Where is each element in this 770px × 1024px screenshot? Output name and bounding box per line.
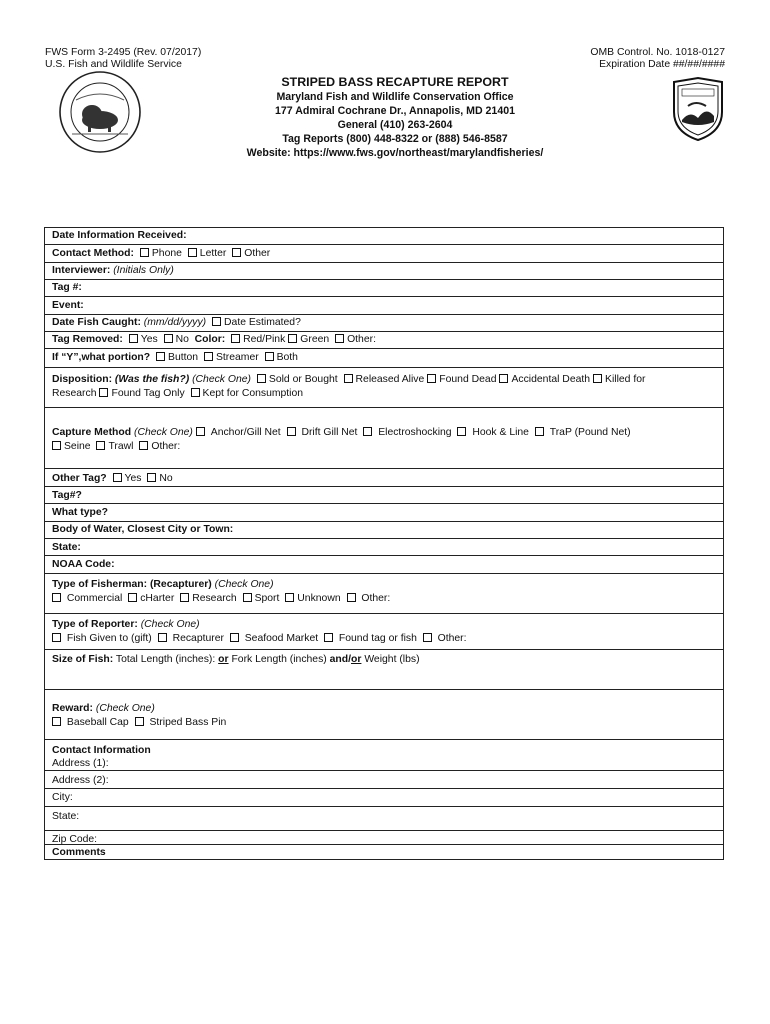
streamer-option: Streamer <box>215 352 259 363</box>
noaa-code-label: NOAA Code: <box>52 559 115 570</box>
other-reporter-option: Other: <box>437 633 467 644</box>
date-received-row[interactable] <box>45 228 723 245</box>
date-estimated-label: Date Estimated? <box>224 317 301 328</box>
interviewer-hint: (Initials Only) <box>113 265 174 276</box>
total-length-label: Total Length (inches): <box>115 654 216 665</box>
accidental-death-checkbox[interactable] <box>499 374 508 383</box>
reporter-type-row <box>45 614 723 650</box>
unknown-option: Unknown <box>297 593 341 604</box>
date-caught-row <box>45 315 723 332</box>
tag-report-phones: Tag Reports (800) 448-8322 or (888) 546-8587 <box>282 133 508 145</box>
date-received-label: Date Information Received: <box>52 230 187 241</box>
capture-method-label: Capture Method <box>52 427 132 438</box>
tag-number-2-row[interactable] <box>45 487 723 504</box>
button-checkbox[interactable] <box>156 352 165 361</box>
red-pink-option: Red/Pink <box>243 334 286 345</box>
both-option: Both <box>276 352 298 363</box>
fws-shield-icon <box>670 76 726 142</box>
header-right <box>590 47 725 71</box>
fork-length-label: Fork Length (inches) <box>231 654 327 665</box>
address-2-label: Address (2): <box>52 775 109 786</box>
sport-option: Sport <box>254 593 280 604</box>
state-label: State: <box>52 542 81 553</box>
kept-checkbox[interactable] <box>191 388 200 397</box>
trawl-option: Trawl <box>108 441 134 452</box>
recapturer-checkbox[interactable] <box>158 633 167 642</box>
streamer-checkbox[interactable] <box>204 352 213 361</box>
other-tag-no: No <box>159 473 173 484</box>
disposition-label: Disposition: <box>52 374 113 385</box>
comments-row[interactable] <box>45 845 723 860</box>
expiration-date: Expiration Date ##/##/#### <box>599 59 725 70</box>
unknown-checkbox[interactable] <box>285 593 294 602</box>
event-label: Event: <box>52 300 84 311</box>
date-estimated-checkbox[interactable] <box>212 317 221 326</box>
other-color-checkbox[interactable] <box>335 334 344 343</box>
bass-pin-option: Striped Bass Pin <box>149 717 227 728</box>
color-label: Color: <box>194 334 226 345</box>
contact-method-label: Contact Method: <box>52 248 134 259</box>
contact-info-heading <box>45 740 723 754</box>
fisherman-type-row <box>45 574 723 614</box>
sold-option: Sold or Bought <box>268 374 338 385</box>
agency-name: U.S. Fish and Wildlife Service <box>45 59 182 70</box>
recapturer-option: Recapturer <box>172 633 224 644</box>
research-option: Research <box>52 388 97 399</box>
drift-gill-checkbox[interactable] <box>287 427 296 436</box>
zip-code-row[interactable] <box>45 831 723 845</box>
and-label: and/ <box>329 654 352 665</box>
tag-removed-yes-checkbox[interactable] <box>129 334 138 343</box>
trawl-checkbox[interactable] <box>96 441 105 450</box>
anchor-gill-option: Anchor/Gill Net <box>210 427 281 438</box>
omb-control: OMB Control. No. 1018-0127 <box>590 47 725 58</box>
other-reporter-checkbox[interactable] <box>423 633 432 642</box>
contact-info-label: Contact Information <box>52 745 151 756</box>
reward-row <box>45 690 723 740</box>
phone-option: Phone <box>151 248 182 259</box>
form-number: FWS Form 3-2495 (Rev. 07/2017) <box>45 47 202 58</box>
body-of-water-label: Body of Water, Closest City or Town: <box>52 524 234 535</box>
killed-option: Killed for <box>605 374 646 385</box>
contact-method-row <box>45 245 723 263</box>
what-type-label: What type? <box>52 507 108 518</box>
trap-option: TraP (Pound Net) <box>549 427 631 438</box>
report-heading <box>200 74 590 160</box>
other-fisherman-option: Other: <box>361 593 391 604</box>
or-label-1: or <box>218 654 229 665</box>
contact-state-row[interactable] <box>45 807 723 831</box>
event-row[interactable] <box>45 297 723 315</box>
sport-checkbox[interactable] <box>243 593 252 602</box>
interviewer-row[interactable] <box>45 263 723 280</box>
gift-option: Fish Given to (gift) <box>66 633 152 644</box>
capture-method-row <box>45 408 723 469</box>
green-option: Green <box>300 334 330 345</box>
comments-label: Comments <box>52 847 106 858</box>
tag-removed-no: No <box>175 334 189 345</box>
both-checkbox[interactable] <box>265 352 274 361</box>
research-fisherman-option: Research <box>192 593 237 604</box>
city-label: City: <box>52 792 73 803</box>
other-color-option: Other: <box>347 334 376 345</box>
tag-removed-label: Tag Removed: <box>52 334 123 345</box>
found-tag-fish-option: Found tag or fish <box>338 633 417 644</box>
released-checkbox[interactable] <box>344 374 353 383</box>
address-1-label: Address (1): <box>52 758 109 769</box>
drift-gill-option: Drift Gill Net <box>301 427 358 438</box>
seafood-market-option: Seafood Market <box>244 633 319 644</box>
disposition-row <box>45 368 723 408</box>
commercial-checkbox[interactable] <box>52 593 61 602</box>
reward-label: Reward: <box>52 703 93 714</box>
baseball-cap-option: Baseball Cap <box>66 717 129 728</box>
trap-checkbox[interactable] <box>535 427 544 436</box>
released-option: Released Alive <box>355 374 425 385</box>
report-title: STRIPED BASS RECAPTURE REPORT <box>281 75 509 89</box>
other-tag-yes: Yes <box>124 473 142 484</box>
gift-checkbox[interactable] <box>52 633 61 642</box>
other-capture-checkbox[interactable] <box>139 441 148 450</box>
accidental-death-option: Accidental Death <box>511 374 591 385</box>
commercial-option: Commercial <box>66 593 123 604</box>
address-1-row[interactable] <box>45 754 723 771</box>
zip-code-label: Zip Code: <box>52 834 98 845</box>
other-capture-option: Other: <box>151 441 181 452</box>
seine-checkbox[interactable] <box>52 441 61 450</box>
tag-removed-yes: Yes <box>140 334 158 345</box>
capture-method-hint: (Check One) <box>133 427 193 438</box>
found-tag-only-option: Found Tag Only <box>111 388 185 399</box>
address-2-row[interactable] <box>45 771 723 789</box>
or-label-2: or <box>351 654 362 665</box>
office-address: 177 Admiral Cochrane Dr., Annapolis, MD 21401 <box>274 105 515 117</box>
state-row[interactable] <box>45 539 723 556</box>
other-contact-checkbox[interactable] <box>232 248 241 257</box>
header-left <box>45 47 201 71</box>
charter-checkbox[interactable] <box>128 593 137 602</box>
other-fisherman-checkbox[interactable] <box>347 593 356 602</box>
body-of-water-row[interactable] <box>45 522 723 539</box>
killed-checkbox[interactable] <box>593 374 602 383</box>
fish-size-label: Size of Fish: <box>52 654 114 665</box>
website[interactable]: Website: https://www.fws.gov/northeast/marylandfisheries/ <box>246 147 544 159</box>
sold-checkbox[interactable] <box>257 374 266 383</box>
tag-number-row[interactable] <box>45 280 723 297</box>
portion-row <box>45 349 723 368</box>
other-tag-label: Other Tag? <box>52 473 107 484</box>
research-fisherman-checkbox[interactable] <box>180 593 189 602</box>
anchor-gill-checkbox[interactable] <box>196 427 205 436</box>
electroshocking-option: Electroshocking <box>378 427 452 438</box>
weight-label: Weight (lbs) <box>364 654 420 665</box>
recapture-form <box>44 227 724 860</box>
office-name: Maryland Fish and Wildlife Conservation Office <box>276 91 514 103</box>
other-tag-row <box>45 469 723 487</box>
reward-hint: (Check One) <box>95 703 155 714</box>
other-contact-option: Other <box>244 248 271 259</box>
fisherman-qualifier: (Recapturer) <box>149 579 212 590</box>
charter-option: cHarter <box>140 593 175 604</box>
hook-line-checkbox[interactable] <box>457 427 466 436</box>
found-tag-fish-checkbox[interactable] <box>324 633 333 642</box>
fish-size-row[interactable] <box>45 650 723 690</box>
seafood-market-checkbox[interactable] <box>230 633 239 642</box>
fisherman-type-label: Type of Fisherman: <box>52 579 148 590</box>
noaa-code-row[interactable] <box>45 556 723 574</box>
letter-option: Letter <box>199 248 227 259</box>
hook-line-option: Hook & Line <box>472 427 529 438</box>
doi-seal-icon <box>58 70 142 154</box>
reporter-type-label: Type of Reporter: <box>52 619 138 630</box>
tag-number-2-label: Tag#? <box>52 490 82 501</box>
fisherman-hint: (Check One) <box>214 579 274 590</box>
other-tag-yes-checkbox[interactable] <box>113 473 122 482</box>
found-tag-only-checkbox[interactable] <box>99 388 108 397</box>
kept-option: Kept for Consumption <box>202 388 304 399</box>
seine-option: Seine <box>64 441 91 452</box>
city-row[interactable] <box>45 789 723 807</box>
tag-removed-row <box>45 332 723 349</box>
bass-pin-checkbox[interactable] <box>135 717 144 726</box>
reporter-hint: (Check One) <box>140 619 200 630</box>
disposition-question: (Was the fish?) <box>114 374 190 385</box>
tag-removed-no-checkbox[interactable] <box>164 334 173 343</box>
found-dead-checkbox[interactable] <box>427 374 436 383</box>
date-caught-label: Date Fish Caught: <box>52 317 141 328</box>
interviewer-label: Interviewer: <box>52 265 111 276</box>
disposition-hint: (Check One) <box>192 374 251 385</box>
phone-checkbox[interactable] <box>140 248 149 257</box>
letter-checkbox[interactable] <box>188 248 197 257</box>
electroshocking-checkbox[interactable] <box>363 427 372 436</box>
green-checkbox[interactable] <box>288 334 297 343</box>
what-type-row[interactable] <box>45 504 723 522</box>
date-caught-hint: (mm/dd/yyyy) <box>143 317 207 328</box>
contact-state-label: State: <box>52 811 80 822</box>
baseball-cap-checkbox[interactable] <box>52 717 61 726</box>
tag-number-label: Tag #: <box>52 282 82 293</box>
portion-label: If “Y”,what portion? <box>52 352 151 363</box>
button-option: Button <box>168 352 199 363</box>
red-pink-checkbox[interactable] <box>231 334 240 343</box>
other-tag-no-checkbox[interactable] <box>147 473 156 482</box>
general-phone: General (410) 263-2604 <box>337 119 453 131</box>
found-dead-option: Found Dead <box>439 374 497 385</box>
